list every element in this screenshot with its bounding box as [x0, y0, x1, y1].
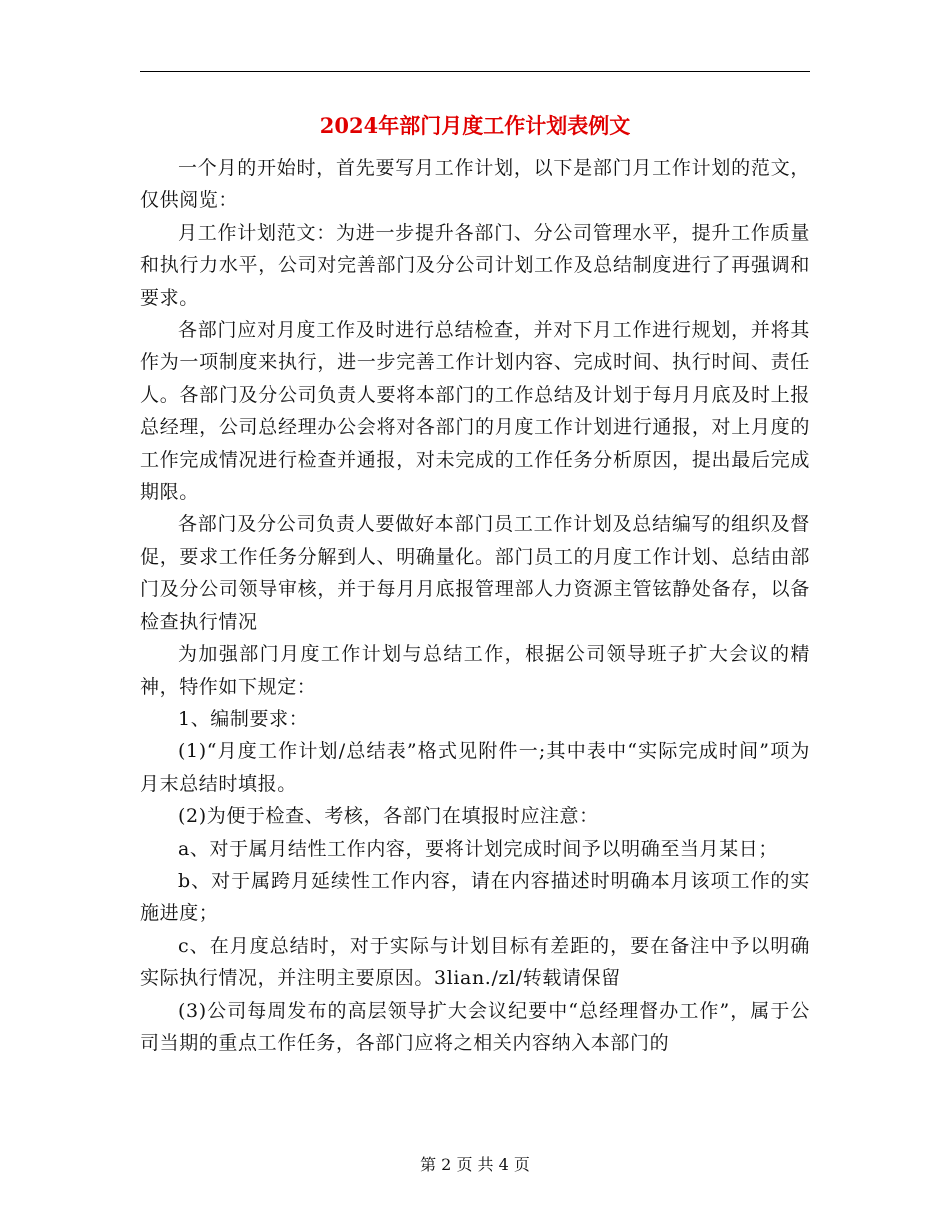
paragraph-summary-check: 各部门应对月度工作及时进行总结检查，并对下月工作进行规划，并将其作为一项制度来执行，进一步完善工作计划内容、完成时间、执行时间、责任人。各部门及分公司负责人要将本部门的工作总结及计划于每月月底及时上报总经理，公司总经理办公会将对各部门的月度工作计划进行通报，对上月度的工作完成情况进行检查并通报，对未完成的工作任务分析原因，提出最后完成期限。 — [140, 319, 810, 504]
document-body — [140, 152, 810, 1059]
paragraph-intro: 一个月的开始时，首先要写月工作计划，以下是部门月工作计划的范文，仅供阅览： — [140, 157, 810, 212]
paragraph-item-2: (2)为便于检查、考核，各部门在填报时应注意： — [178, 805, 599, 828]
paragraph-regulations: 为加强部门月度工作计划与总结工作，根据公司领导班子扩大会议的精神，特作如下规定： — [140, 643, 810, 698]
paragraph-item-3: (3)公司每周发布的高层领导扩大会议纪要中“总经理督办工作”，属于公司当期的重点工作任务，各部门应将之相关内容纳入本部门的 — [140, 999, 810, 1054]
header-rule — [140, 71, 810, 72]
paragraph-item-c: c、在月度总结时，对于实际与计划目标有差距的，要在备注中予以明确实际执行情况，并注明主要原因。3lian./zl/转载请保留 — [140, 934, 810, 990]
paragraph-staff-plan: 各部门及分公司负责人要做好本部门员工工作计划及总结编写的组织及督促，要求工作任务分解到人、明确量化。部门员工的月度工作计划、总结由部门及分公司领导审核，并于每月月底报管理部人力资源主管铉静处备存，以备检查执行情况 — [140, 513, 810, 633]
paragraph-section-1: 1、编制要求： — [178, 707, 309, 730]
paragraph-sample: 月工作计划范文：为进一步提升各部门、分公司管理水平，提升工作质量和执行力水平，公司对完善部门及分公司计划工作及总结制度进行了再强调和要求。 — [140, 221, 810, 309]
paragraph-item-1: (1)“月度工作计划/总结表”格式见附件一;其中表中“实际完成时间”项为月末总结时填报。 — [140, 740, 810, 795]
paragraph-item-a: a、对于属月结性工作内容，要将计划完成时间予以明确至当月某日； — [178, 837, 778, 860]
document-title: 2024年部门月度工作计划表例文 — [319, 113, 631, 138]
paragraph-item-b: b、对于属跨月延续性工作内容，请在内容描述时明确本月该项工作的实施进度； — [140, 869, 810, 925]
page-number: 第 2 页 共 4 页 — [420, 1155, 530, 1174]
